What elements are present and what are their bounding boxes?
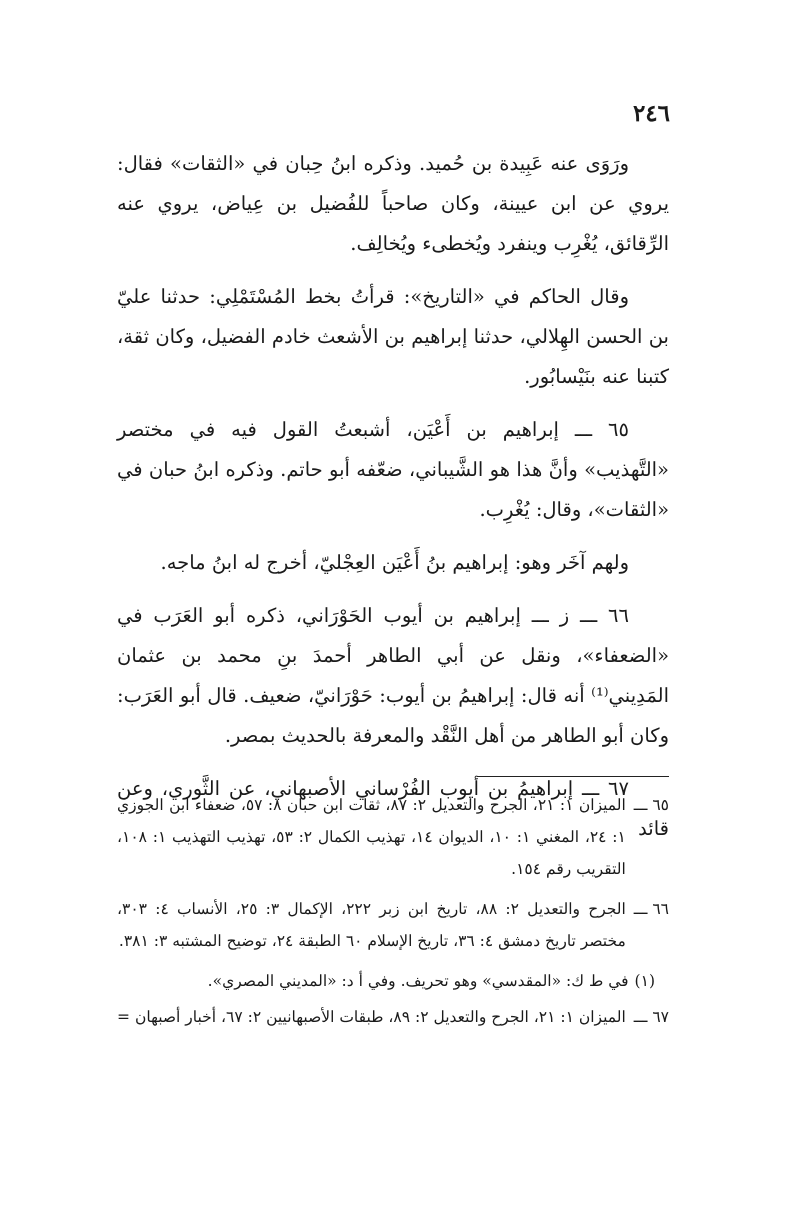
footnote-number: (١) — [634, 972, 655, 990]
page-number: ٢٤٦ — [632, 100, 670, 127]
footnote-text: في ط ك: «المقدسي» وهو تحريف. وفي أ د: «المديني المصري». — [207, 972, 629, 990]
paragraph-ijli: ولهم آخَر وهو: إبراهيم بنُ أَعْيَن العِجْليّ، أخرج له ابنُ ماجه. — [160, 551, 629, 574]
footnote-divider — [477, 776, 669, 777]
entry-67: ٦٧ ـــ إبراهيمُ بن أيوب الفُرْساني الأصبهاني، عن الثَّوري، وعن قائد — [117, 777, 669, 840]
paragraph-narration: ورَوَى عنه عَبِيدة بن حُميد. وذكره ابنُ حِبان في «الثقات» فقال: يروي عن ابن عيينة، وكان صاحباً للفُضيل بن عِياض، يروي عنه الرِّقائق، يُغْرِب وينفرد ويُخطىء ويُخالِف. — [117, 152, 669, 255]
entry-65: ٦٥ ـــ إبراهيم بن أَعْيَن، أشبعتُ القول فيه في مختصر «التَّهذيب» وأنَّ هذا هو الشَّيباني، ضعّفه أبو حاتم. وذكره ابنُ حبان في «الثقات»، وقال: يُغْرِب. — [117, 418, 669, 521]
footnote-text: الميزان ١: ٢١، الجرح والتعديل ٢: ٨٩، طبقات الأصبهانيين ٢: ٦٧، أخبار أصبهان = — [117, 1008, 626, 1026]
footnote-67 — [117, 1001, 669, 1033]
footnote-text: الميزان ١: ٢١، الجرح والتعديل ٢: ٨٧، ثقات ابن حبان ٨: ٥٧، ضعفاء ابن الجوزي ١: ٢٤، المغني ١: ١٠، الديوان ١٤، تهذيب الكمال ٢: ٥٣، تهذيب التهذيب ١: ١٠٨، التقريب رقم ١٥٤. — [117, 796, 626, 878]
footnote-number: ٦٥ ـــ — [633, 796, 669, 814]
footnote-number: ٦٦ ـــ — [633, 900, 669, 918]
footnote-text: الجرح والتعديل ٢: ٨٨، تاريخ ابن زبر ٢٢٢، الإكمال ٣: ٢٥، الأنساب ٤: ٣٠٣، مختصر تاريخ دمشق ٤: ٣٦، تاريخ الإسلام ٦٠ الطبقة ٢٤، توضيح المشتبه ٣: ٣٨١. — [117, 900, 626, 950]
footnote-65 — [117, 789, 669, 885]
main-text — [117, 144, 669, 862]
footnote-number: ٦٧ ـــ — [633, 1008, 669, 1026]
footnote-note-1 — [117, 965, 669, 997]
entry-66: ٦٦ ـــ ز ـــ إبراهيم بن أيوب الحَوْرَاني، ذكره أبو العَرَب في «الضعفاء»، ونقل عن أبي الطاهر أحمدَ بنِ محمد بن عثمان المَدِيني⁽¹⁾ أنه قال: إبراهيمُ بن أيوب: حَوْرَانيّ، ضعيف. قال أبو العَرَب: وكان أبو الطاهر من أهل النَّقْد والمعرفة بالحديث بمصر. — [117, 604, 669, 747]
footnote-66 — [117, 893, 669, 957]
footnotes — [117, 789, 669, 1033]
paragraph-hakim: وقال الحاكم في «التاريخ»: قرأتُ بخط المُسْتَمْلِي: حدثنا عليّ بن الحسن الهِلالي، حدثنا إبراهيم بن الأشعث خادم الفضيل، وكان ثقة، كتبنا عنه بنَيْسابُور. — [117, 285, 669, 388]
